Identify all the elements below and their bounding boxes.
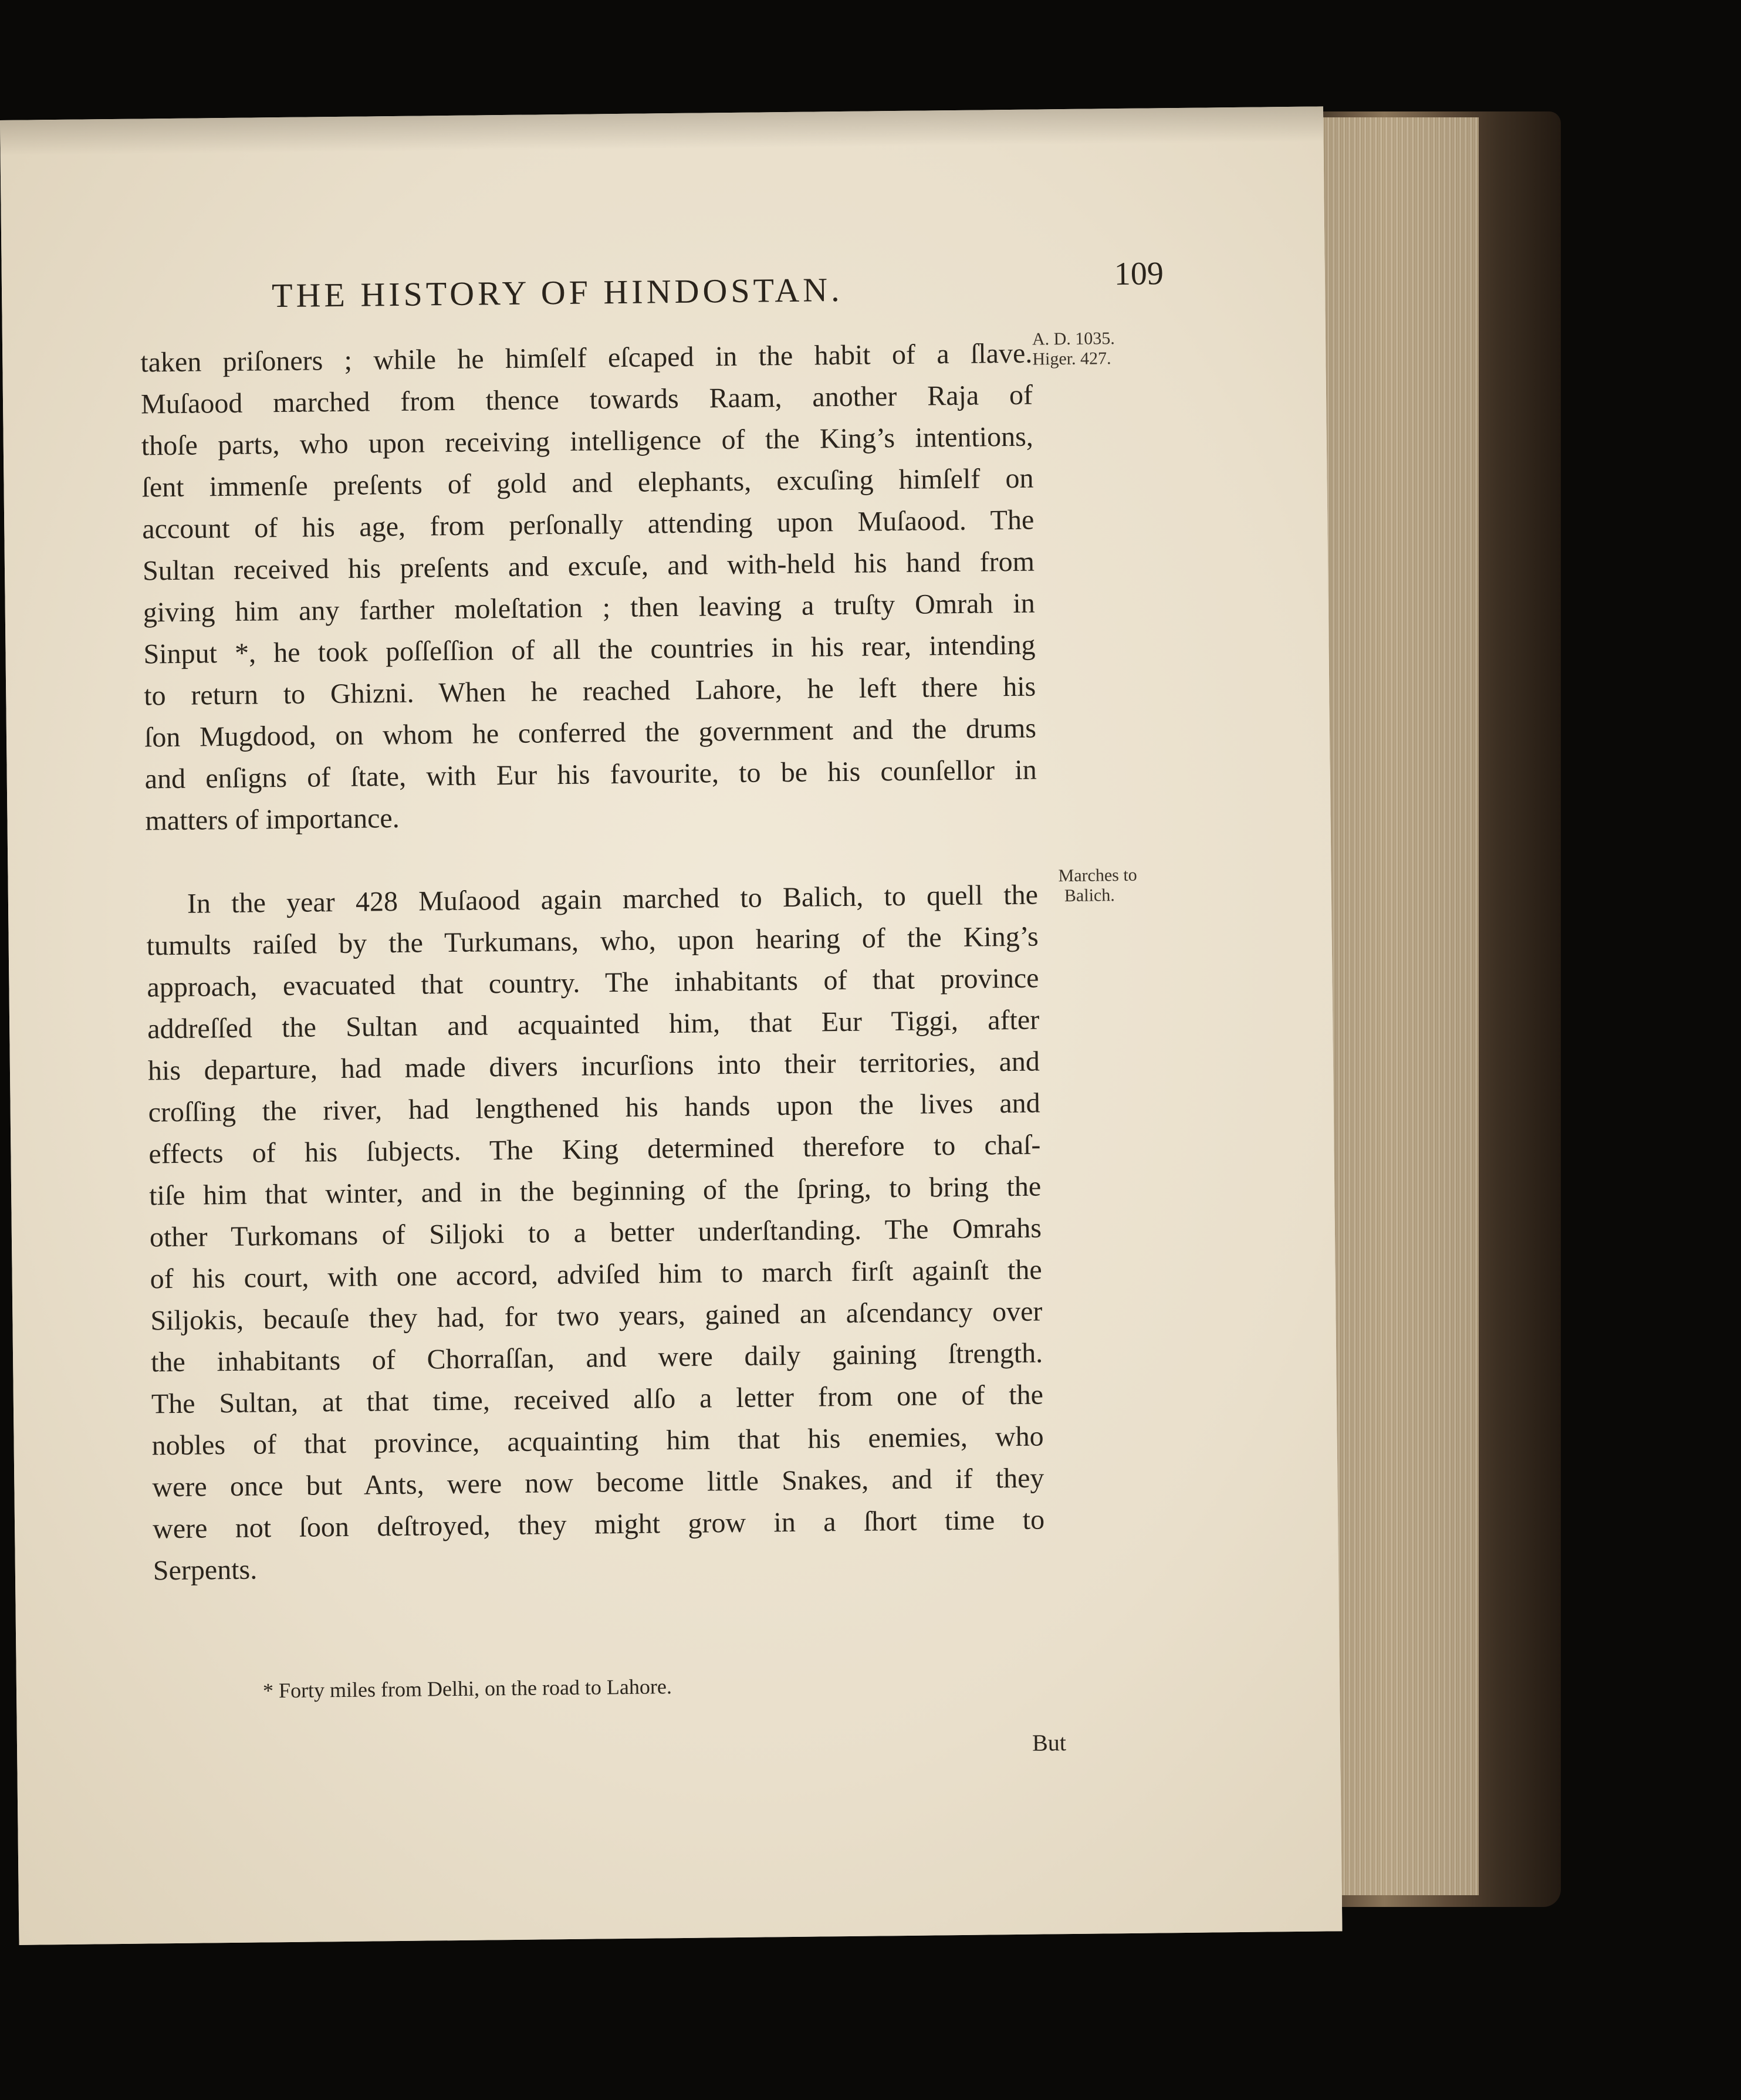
text-line: In the year 428 Muſaood again marched to Balich, to quell the bbox=[187, 879, 1039, 919]
text-line: other Turkomans of Siljoki to a better underſtanding. The Omrahs bbox=[149, 1212, 1042, 1253]
text-line: addreſſed the Sultan and acquainted him, that Eur Tiggi, after bbox=[147, 1004, 1040, 1045]
text-line: croſſing the river, had lengthened his hands upon the lives and bbox=[148, 1087, 1040, 1128]
text-line: effects of his ſubjects. The King determined therefore to chaſ- bbox=[148, 1129, 1041, 1170]
book-page bbox=[0, 106, 1342, 1945]
margin-note-marches bbox=[1058, 865, 1137, 906]
text-line: account of his age, from perſonally attending upon Muſaood. The bbox=[142, 504, 1035, 545]
text-line: Siljokis, becauſe they had, for two years, gained an aſcendancy over bbox=[150, 1296, 1043, 1337]
page-number: 109 bbox=[1114, 255, 1164, 293]
text-line: giving him any farther moleſtation ; then leaving a truſty Omrah in bbox=[143, 587, 1035, 628]
text-line: Serpents. bbox=[153, 1554, 258, 1587]
text-line: thoſe parts, who upon receiving intelligence of the King’s intentions, bbox=[141, 421, 1034, 462]
margin-note-date-ad: A. D. 1035. bbox=[1032, 329, 1115, 349]
text-line: and enſigns of ſtate, with Eur his favourite, to be his counſellor in bbox=[144, 754, 1037, 795]
text-line: nobles of that province, acquainting him that his enemies, who bbox=[151, 1421, 1044, 1462]
text-line: were not ſoon deſtroyed, they might grow in a ſhort time to bbox=[152, 1504, 1045, 1545]
text-line: Sultan received his preſents and excuſe, and with-held his hand from bbox=[142, 546, 1035, 587]
body-text bbox=[140, 332, 1069, 1591]
text-line: ſent immenſe preſents of gold and elephants, excuſing himſelf on bbox=[141, 462, 1034, 503]
text-line: taken priſoners ; while he himſelf eſcaped in the habit of a ſlave. bbox=[140, 337, 1033, 378]
text-line: to return to Ghizni. When he reached Lahore, he left there his bbox=[144, 671, 1036, 712]
text-line: Muſaood marched from thence towards Raam, another Raja of bbox=[140, 379, 1033, 420]
running-title: THE HISTORY OF HINDOSTAN. bbox=[271, 270, 843, 315]
text-line: tiſe him that winter, and in the beginning of the ſpring, to bring the bbox=[148, 1171, 1042, 1212]
text-line: tumults raiſed by the Turkumans, who, upon hearing of the King’s bbox=[146, 921, 1039, 962]
margin-note-marches-line1: Marches to bbox=[1058, 865, 1137, 886]
margin-note-date-higer: Higer. 427. bbox=[1032, 349, 1111, 369]
margin-note-marches-line2: Balich. bbox=[1064, 885, 1115, 906]
catchword: But bbox=[1032, 1729, 1067, 1756]
text-line: the inhabitants of Chorraſſan, and were daily gaining ſtrength. bbox=[150, 1337, 1043, 1378]
footnote: * Forty miles from Delhi, on the road to Lahore. bbox=[262, 1675, 672, 1703]
text-line: were once but Ants, were now become little Snakes, and if they bbox=[152, 1462, 1044, 1503]
paragraph-1 bbox=[140, 332, 1061, 841]
text-line: The Sultan, at that time, received alſo a letter from one of the bbox=[151, 1379, 1044, 1420]
text-line: his departure, had made divers incurſions into their territories, and bbox=[147, 1046, 1040, 1087]
text-line: approach, evacuated that country. The inhabitants of that province bbox=[147, 962, 1039, 1003]
paragraph-2 bbox=[146, 874, 1069, 1591]
text-line: Sinput *, he took poſſeſſion of all the countries in his rear, intending bbox=[143, 629, 1036, 670]
text-line: matters of importance. bbox=[145, 802, 400, 837]
page-header bbox=[272, 255, 1164, 323]
text-line: ſon Mugdood, on whom he conferred the government and the drums bbox=[144, 712, 1037, 753]
text-line: of his court, with one accord, adviſed him to march firſt againſt the bbox=[150, 1254, 1042, 1295]
